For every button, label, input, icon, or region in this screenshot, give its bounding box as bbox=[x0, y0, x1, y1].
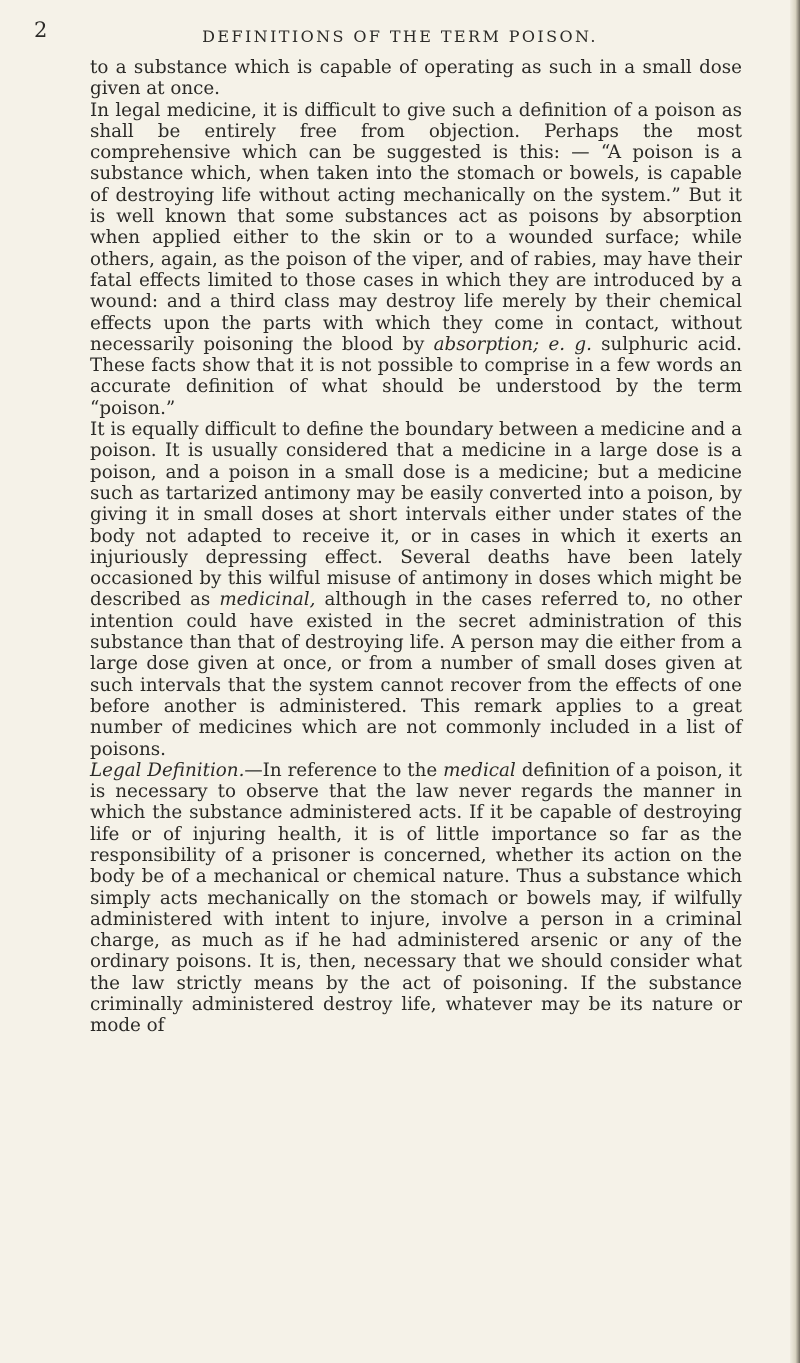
paragraph bbox=[90, 57, 742, 100]
text-run: although in the cases referred to, no other intention could have existed in the secret administration of this substance than that of destroying life. A person may die either from a large dose given at once, or from a number of small doses given at such intervals that the system cannot recover from the effects of one before another is administered. This remark applies to a great number of medicines which are not commonly included in a list of poisons. bbox=[90, 589, 742, 760]
paragraph bbox=[90, 100, 742, 419]
paragraph bbox=[90, 419, 742, 760]
running-title: DEFINITIONS OF THE TERM POISON. bbox=[202, 27, 598, 46]
italic-text: absorption; e. g. bbox=[433, 333, 592, 355]
body-text bbox=[90, 57, 742, 1037]
text-run: to a substance which is capable of operating as such in a small dose given at once. bbox=[90, 57, 742, 100]
italic-text: Legal Definition. bbox=[90, 759, 245, 781]
page-edge-shadow bbox=[790, 0, 800, 1363]
text-run: In legal medicine, it is difficult to give such a definition of a poison as shall be entirely free from objection. Perhaps the most comprehensive which can be suggested is this: — “A poison is a substance which, when taken into the stomach or bowels, is capable of destroying life without acting mechanically on the system.” But it is well known that some substances act as poisons by absorption when applied either to the skin or to a wounded surface; while others, again, as the poison of the viper, and of rabies, may have their fatal effects limited to those cases in which they are introduced by a wound: and a third class may destroy life merely by their chemical effects upon the parts with which they come in contact, without necessarily poisoning the blood by bbox=[90, 99, 742, 355]
paragraph bbox=[90, 760, 742, 1037]
text-run: sulphuric acid. These facts show that it is not possible to comprise in a few words an accurate definition of what should be understood by the term “poison.” bbox=[90, 333, 742, 419]
italic-text: medical bbox=[443, 759, 516, 781]
text-run: definition of a poison, it is necessary to observe that the law never regards the manner in which the substance administered acts. If it be capable of destroying life or of injuring health, it is of little importance so far as the responsibility of a prisoner is concerned, whether its action on the body be of a mechanical or chemical nature. Thus a substance which simply acts mechanically on the stomach or bowels may, if wilfully administered with intent to injure, involve a person in a criminal charge, as much as if he had administered arsenic or any of the ordinary poisons. It is, then, necessary that we should consider what the law strictly means by the act of poisoning. If the substance criminally administered destroy life, whatever may be its nature or mode of bbox=[90, 759, 742, 1037]
italic-text: medicinal, bbox=[219, 589, 316, 611]
page-number: 2 bbox=[34, 18, 48, 42]
text-run: —In reference to the bbox=[244, 759, 444, 781]
text-run: It is equally difficult to define the boundary between a medicine and a poison. It is usually considered that a medicine in a large dose is a poison, and a poison in a small dose is a medicine; but a medicine such as tartarized antimony may be easily converted into a poison, by giving it in small doses at short intervals either under states of the body not adapted to receive it, or in cases in which it exerts an injuriously depressing effect. Several deaths have been lately occasioned by this wilful misuse of antimony in doses which might be described as bbox=[90, 419, 742, 611]
